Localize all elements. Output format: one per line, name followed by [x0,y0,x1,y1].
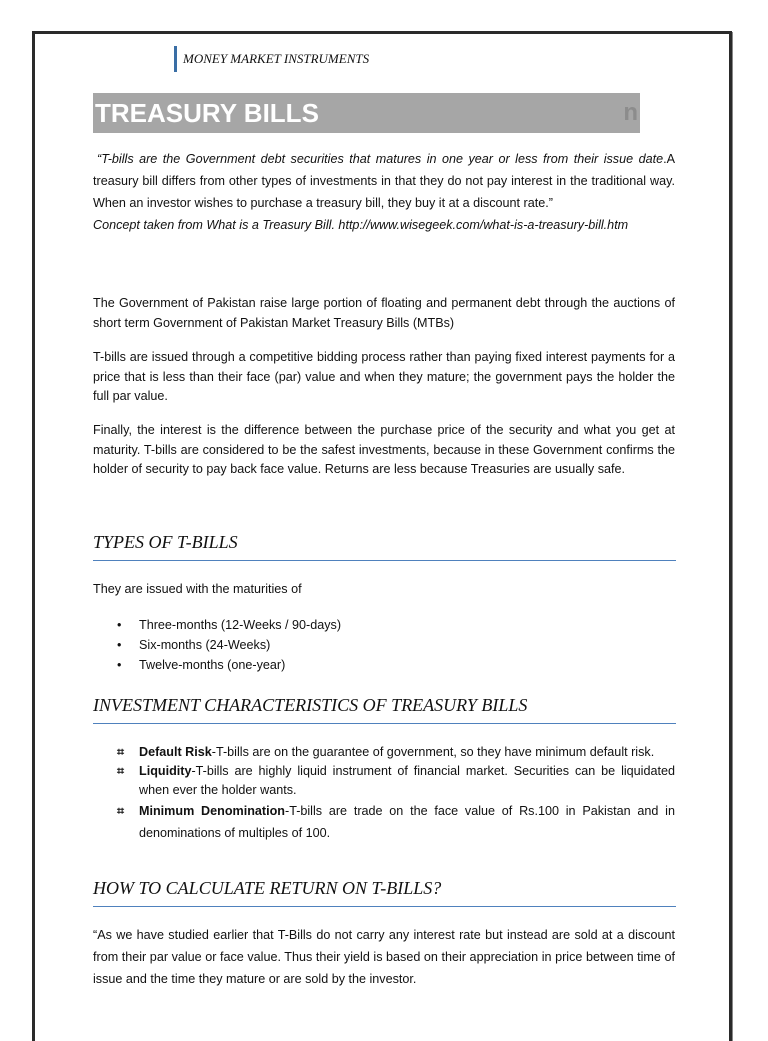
list-item [93,615,675,635]
characteristics-list [93,743,675,844]
list-item-text: Three-months (12-Weeks / 90-days) [139,618,342,632]
page-title: TREASURY BILLS [95,98,319,128]
list-item [93,762,675,800]
characteristic-text: -T-bills are trade on the face value of Rs.100 in Pakistan and in denominations of multiples of 100. [139,804,675,840]
hash-bullet-icon: ⌗ [117,764,125,778]
characteristic-term: Minimum Denomination [139,804,285,818]
list-item [93,655,675,675]
paragraph-3 [93,421,675,480]
returns-paragraph-text: “As we have studied earlier that T-Bills do not carry any interest rate but instead are sold at a discount from their par value or face value. Thus their yield is based on their appreciation in price between time of issue and the time they mature or are sold by the investor. [93,928,675,986]
intro-source [93,214,675,236]
intro-source-a: Concept taken from What is a Treasury Bill [93,218,332,232]
bullet-icon: • [117,618,122,632]
types-heading-text: TYPES OF T-BILLS [93,532,238,552]
list-item [93,743,675,762]
characteristics-heading [93,693,676,724]
paragraph-2-text: T-bills are issued through a competitive bidding process rather than paying fixed interest payments for a price that is less than their face (par) value and when they mature; the government pays the holder the full par value. [93,350,675,403]
paragraph-1-text: The Government of Pakistan raise large portion of floating and permanent debt through the auctions of short term Government of Pakistan Market Treasury Bills (MTBs) [93,296,675,330]
list-item-text: Twelve-months (one-year) [139,658,286,672]
title-ghost-letter: n [623,99,638,126]
hash-bullet-icon: ⌗ [117,804,125,818]
title-bar [93,93,640,133]
running-header-text: MONEY MARKET INSTRUMENTS [183,51,370,66]
characteristics-heading-text: INVESTMENT CHARACTERISTICS OF TREASURY BILLS [93,695,528,715]
characteristic-term: Default Risk [139,745,212,759]
bullet-icon: • [117,658,122,672]
list-item-text: Six-months (24-Weeks) [139,638,271,652]
characteristic-text: -T-bills are highly liquid instrument of financial market. Securities can be liquidated when ever the holder wants. [139,764,675,797]
paragraph-2 [93,348,675,407]
hash-bullet-icon: ⌗ [117,745,125,759]
intro-paragraph [93,148,675,214]
intro-quote-italic: “T-bills are the Government debt securities that matures in one year or less from their issue date [97,152,664,166]
intro-source-b: . http://www.wisegeek.com/what-is-a-treasury-bill.htm [331,218,629,232]
types-lead-text: They are issued with the maturities of [93,582,302,596]
running-header [174,46,369,72]
characteristic-text: -T-bills are on the guarantee of government, so they have minimum default risk. [211,745,655,759]
intro-quote [93,148,675,236]
intro-quote-rest: .A treasury bill differs from other types of investments in that they do not pay interest in the traditional way. When an investor wishes to purchase a treasury bill, they buy it at a discount rate.” [93,152,675,210]
returns-heading-text: HOW TO CALCULATE RETURN ON T-BILLS? [93,878,442,898]
returns-paragraph [93,924,675,990]
paragraph-1 [93,294,675,333]
returns-heading [93,876,676,907]
list-item [93,635,675,655]
paragraph-3-text: Finally, the interest is the difference between the purchase price of the security and what you get at maturity. T-bills are considered to be the safest investments, because in these Government confirms the holder of security to pay back face value. Returns are less because Treasuries are usually safe. [93,423,675,476]
list-item [93,800,675,844]
types-list [93,615,675,675]
types-lead [93,580,675,600]
types-heading [93,530,676,561]
characteristic-term: Liquidity [139,764,192,778]
bullet-icon: • [117,638,122,652]
